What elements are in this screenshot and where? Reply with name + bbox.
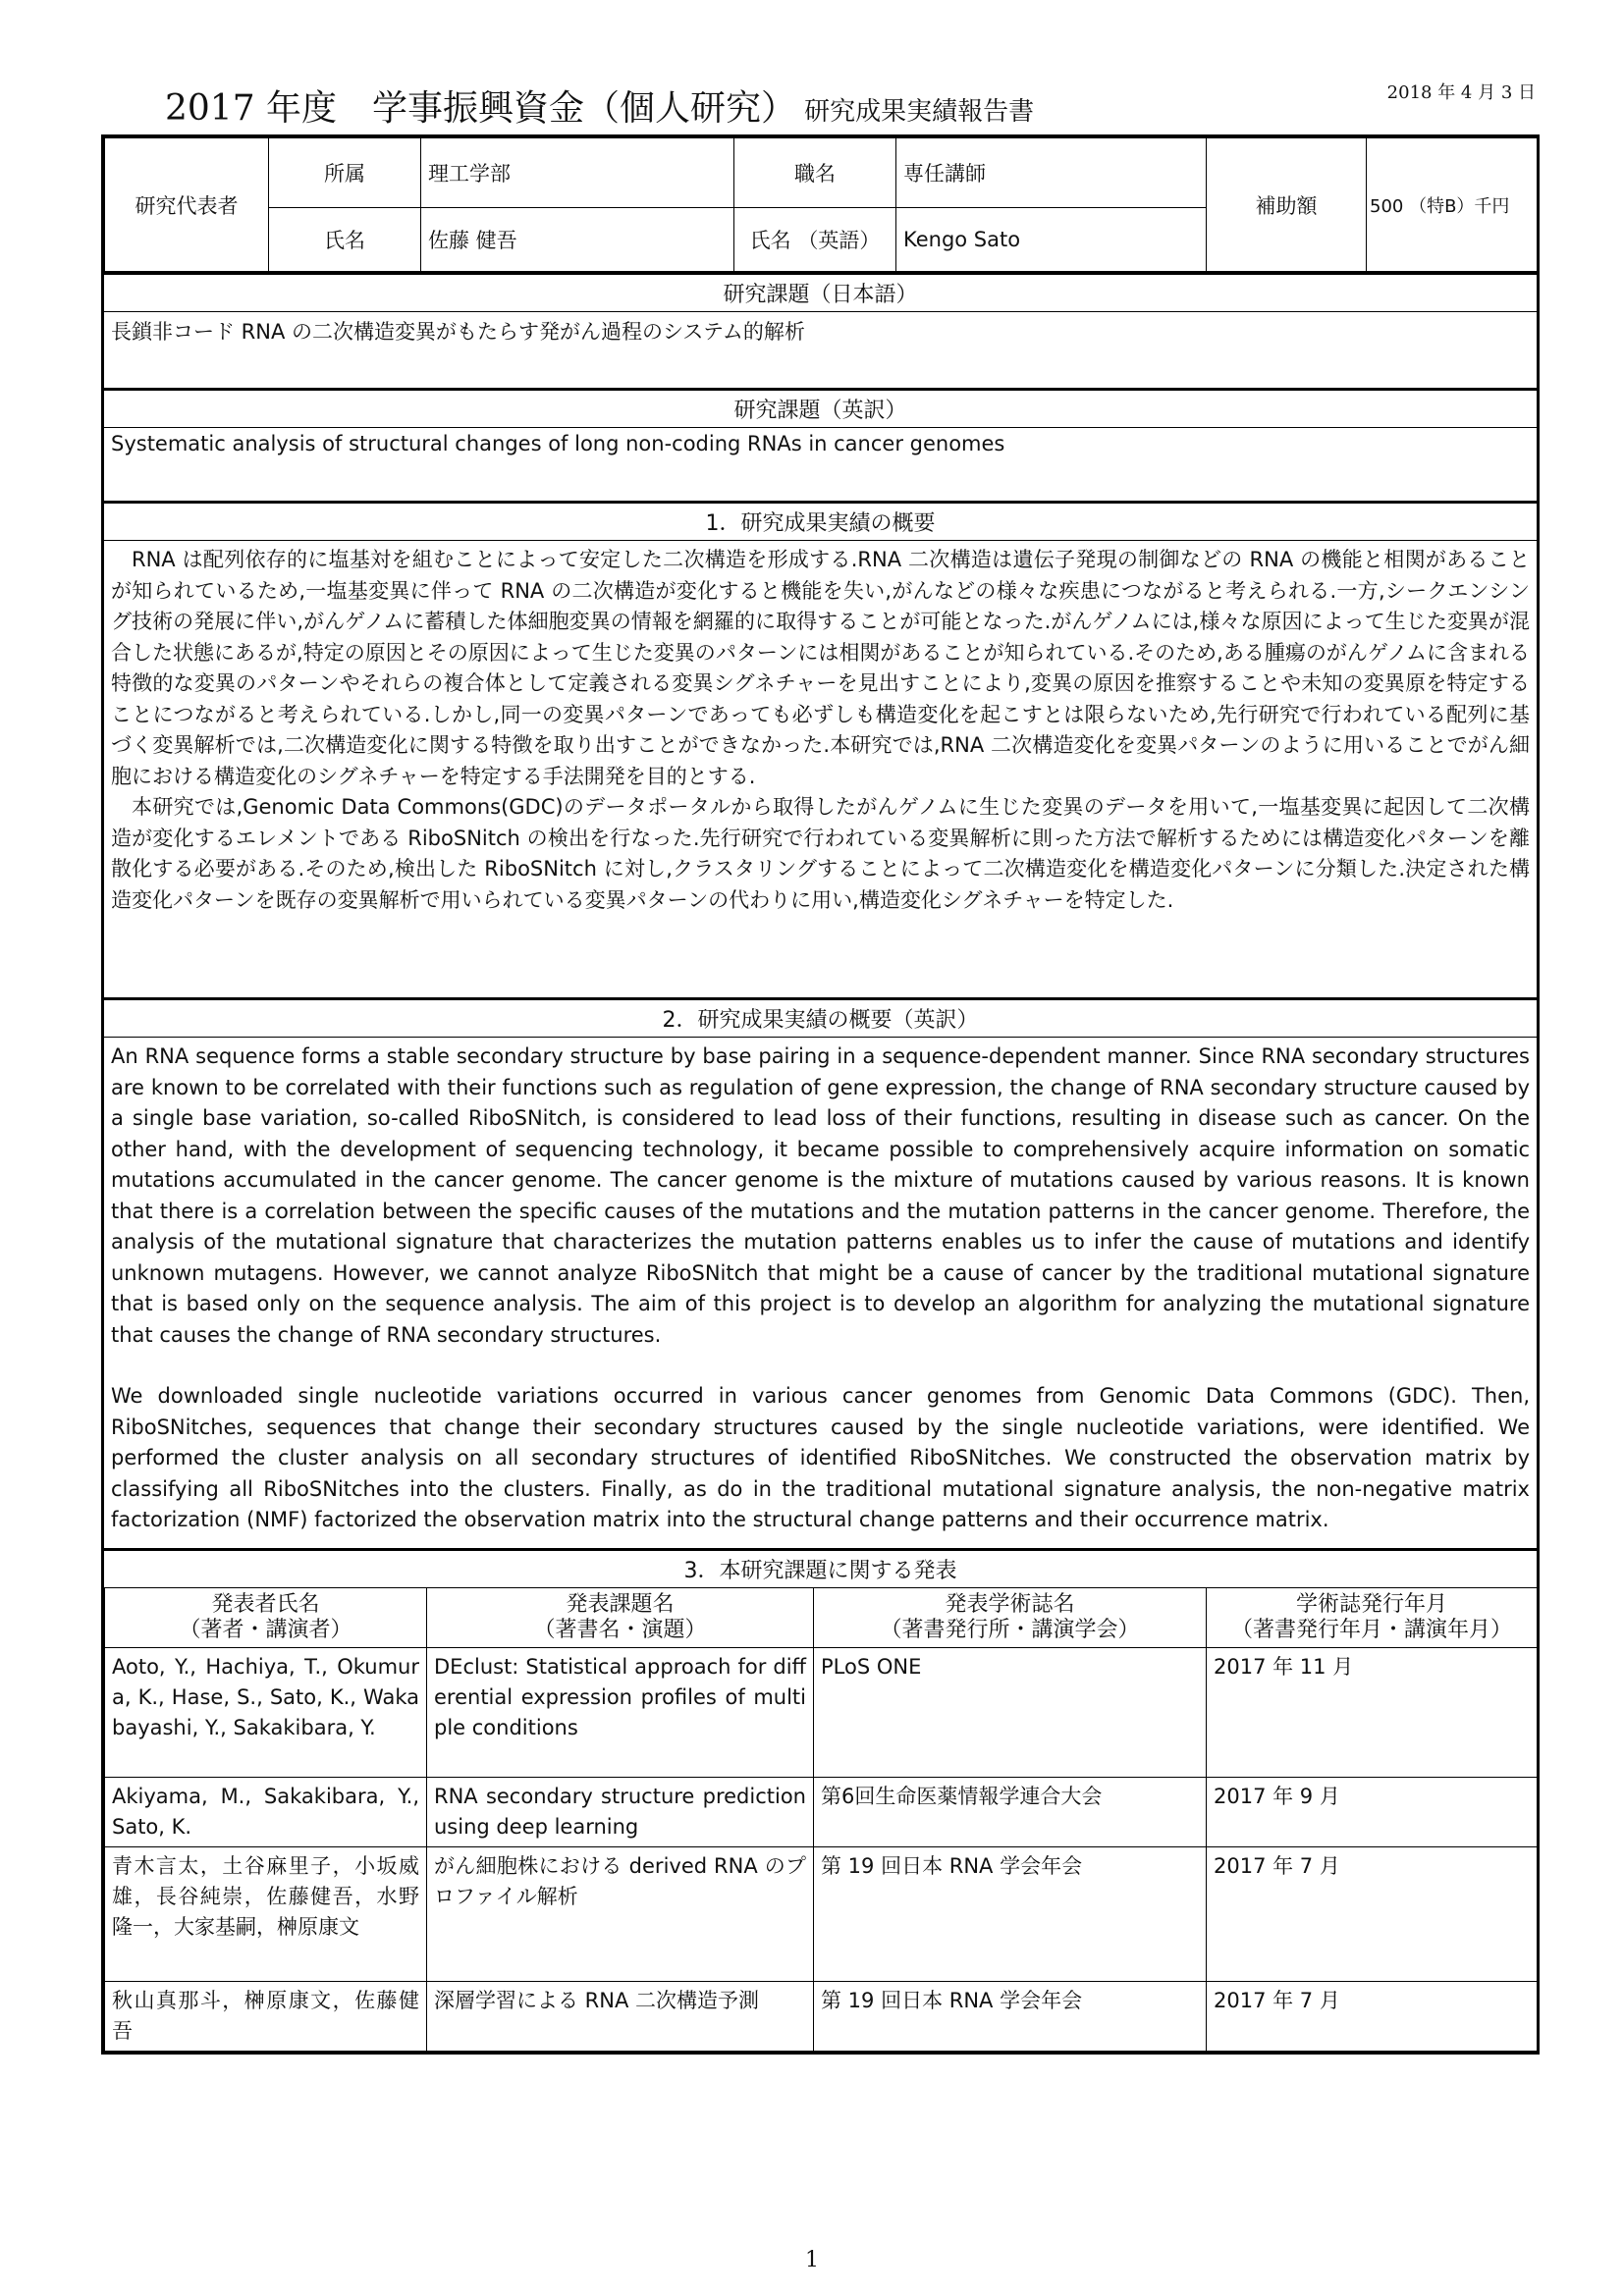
topic-jp-section bbox=[104, 272, 1537, 388]
grant-label: 補助額 bbox=[1207, 138, 1367, 272]
report-frame bbox=[101, 134, 1540, 2055]
rep-label: 研究代表者 bbox=[105, 138, 269, 272]
publications-table bbox=[104, 1587, 1538, 2052]
position-value: 専任講師 bbox=[896, 138, 1207, 208]
table-row bbox=[105, 1982, 1538, 2052]
summary-en-paragraph: We downloaded single nucleotide variations occurred in various cancer genomes from Genomic Data Commons (GDC). Then, RiboSNitches, sequences that change their secondary structures caused by the single nucleotide variations, were identified. We performed the cluster analysis on all secondary structures of identified RiboSNitches. We constructed the observation matrix by classifying all RiboSNitches into the clusters. Finally, as do in the traditional mutational signature analysis, the non-negative matrix factorization (NMF) factorized the observation matrix into the structural change patterns and their occurrence matrix. bbox=[111, 1384, 1530, 1531]
topic-en-section bbox=[104, 388, 1537, 501]
pub-date: 2017 年 7 月 bbox=[1207, 1982, 1538, 2052]
report-date: 2018 年 4 月 3 日 bbox=[1386, 82, 1536, 103]
report-title-main: 2017 年度 学事振興資金（個人研究） bbox=[165, 88, 797, 129]
topic-jp-text: 長鎖非コード RNA の二次構造変異がもたらす発がん過程のシステム的解析 bbox=[111, 320, 805, 344]
summary-en-body bbox=[104, 1038, 1537, 1548]
summary-en-paragraph: An RNA sequence forms a stable secondary structure by base pairing in a sequence-dependent manner. Since RNA secondary structures are known to be correlated with their functions such as regulation of gene expression, the change of RNA secondary structure caused by a single base variation, so-called RiboSNitch, is considered to lead loss of their functions, resulting in disease such as cancer. On the other hand, with the development of sequencing technology, it became possible to comprehensively acquire information on somatic mutations accumulated in the cancer genome. The cancer genome is the mixture of mutations caused by various reasons. It is known that there is a correlation between the specific causes of the mutations and the mutation patterns in the cancer genome. Therefore, the analysis of the mutational signature that characterizes the mutation patterns enables us to infer the cause of mutations and identify unknown mutagens. However, we cannot analyze RiboSNitch that might be a cause of cancer by the traditional mutational signature that is based only on the sequence analysis. The aim of this project is to develop an algorithm for analyzing the mutational signature that causes the change of RNA secondary structures. bbox=[111, 1044, 1530, 1347]
info-table bbox=[104, 137, 1538, 272]
pub-venue: 第 19 回日本 RNA 学会年会 bbox=[814, 1847, 1207, 1982]
pub-col-title: 発表課題名 （著書名・演題） bbox=[427, 1588, 814, 1648]
pub-venue: 第 19 回日本 RNA 学会年会 bbox=[814, 1982, 1207, 2052]
position-label: 職名 bbox=[734, 138, 896, 208]
topic-jp-heading: 研究課題（日本語） bbox=[104, 275, 1537, 312]
summary-jp-body bbox=[104, 541, 1537, 997]
affiliation-label: 所属 bbox=[269, 138, 421, 208]
table-row bbox=[105, 1778, 1538, 1847]
affiliation-value: 理工学部 bbox=[421, 138, 734, 208]
name-value: 佐藤 健吾 bbox=[421, 208, 734, 272]
topic-en-heading: 研究課題（英訳） bbox=[104, 391, 1537, 428]
summary-jp-section bbox=[104, 501, 1537, 997]
pub-title: DEclust: Statistical approach for differential expression profiles of multiple conditions bbox=[427, 1648, 814, 1778]
pub-date: 2017 年 7 月 bbox=[1207, 1847, 1538, 1982]
pub-col-venue: 発表学術誌名 （著書発行所・講演学会） bbox=[814, 1588, 1207, 1648]
summary-jp-paragraph: 本研究では,Genomic Data Commons(GDC)のデータポータルから取得したがんゲノムに生じた変異のデータを用いて,一塩基変異に起因して二次構造が変化するエレメントである RiboSNitch の検出を行なった.先行研究で行われている変異解析に則った方法で解析するためには構造変化パターンを離散化する必要がある.そのため,検出した RiboSNitch に対し,クラスタリングすることによって二次構造変化を構造変化パターンに分類した.決定された構造変化パターンを既存の変異解析で用いられている変異パターンの代わりに用い,構造変化シグネチャーを特定した. bbox=[111, 795, 1530, 912]
pub-venue: PLoS ONE bbox=[814, 1648, 1207, 1778]
pub-authors: 秋山真那斗，榊原康文，佐藤健吾 bbox=[105, 1982, 427, 2052]
topic-en-text: Systematic analysis of structural changes of long non-coding RNAs in cancer genomes bbox=[111, 432, 1005, 455]
pub-authors: Akiyama, M., Sakakibara, Y., Sato, K. bbox=[105, 1778, 427, 1847]
report-title-sub: 研究成果実績報告書 bbox=[804, 97, 1035, 127]
pub-authors: Aoto, Y., Hachiya, T., Okumura, K., Hase, S., Sato, K., Wakabayashi, Y., Sakakibara, Y. bbox=[105, 1648, 427, 1778]
pub-col-authors: 発表者氏名 （著者・講演者） bbox=[105, 1588, 427, 1648]
pub-title: RNA secondary structure prediction using deep learning bbox=[427, 1778, 814, 1847]
report-title bbox=[165, 80, 1034, 131]
pub-col-date: 学術誌発行年月 （著書発行年月・講演年月） bbox=[1207, 1588, 1538, 1648]
pub-venue: 第6回生命医薬情報学連合大会 bbox=[814, 1778, 1207, 1847]
pub-date: 2017 年 9 月 bbox=[1207, 1778, 1538, 1847]
name-label: 氏名 bbox=[269, 208, 421, 272]
summary-en-heading: 2．研究成果実績の概要（英訳） bbox=[104, 1000, 1537, 1038]
page-number: 1 bbox=[805, 2248, 819, 2272]
pub-title: 深層学習による RNA 二次構造予測 bbox=[427, 1982, 814, 2052]
summary-jp-heading: 1．研究成果実績の概要 bbox=[104, 504, 1537, 541]
pub-title: がん細胞株における derived RNA のプロファイル解析 bbox=[427, 1847, 814, 1982]
table-row bbox=[105, 1847, 1538, 1982]
summary-en-section bbox=[104, 997, 1537, 1548]
grant-value: 500 （特B）千円 bbox=[1367, 138, 1538, 272]
publications-heading: 3．本研究課題に関する発表 bbox=[683, 1559, 957, 1583]
publications-section bbox=[104, 1548, 1537, 2052]
pub-authors: 青木言太，土谷麻里子，小坂威雄，長谷純崇，佐藤健吾，水野隆一，大家基嗣，榊原康文 bbox=[105, 1847, 427, 1982]
name-en-label: 氏名 （英語） bbox=[734, 208, 896, 272]
table-row bbox=[105, 1648, 1538, 1778]
name-en-value: Kengo Sato bbox=[896, 208, 1207, 272]
summary-jp-paragraph: RNA は配列依存的に塩基対を組むことによって安定した二次構造を形成する.RNA 二次構造は遺伝子発現の制御などの RNA の機能と相関があることが知られているため,一塩基変異に伴って RNA の二次構造が変化すると機能を失い,がんなどの様々な疾患につながると考えられる.一方,シークエンシング技術の発展に伴い,がんゲノムに蓄積した体細胞変異の情報を網羅的に取得することが可能となった.がんゲノムには,様々な原因によって生じた変異が混合した状態にあるが,特定の原因とその原因によって生じた変異のパターンには相関があることが知られている.そのため,ある腫瘍のがんゲノムに含まれる特徴的な変異のパターンやそれらの複合体として定義される変異シグネチャーを見出すことにより,変異の原因を推察することや未知の変異原を特定することにつながると考えられている.しかし,同一の変異パターンであっても必ずしも構造変化を起こすとは限らないため,先行研究で行われている配列に基づく変異解析では,二次構造変化に関する特徴を取り出すことができなかった.本研究では,RNA 二次構造変化を変異パターンのように用いることでがん細胞における構造変化のシグネチャーを特定する手法開発を目的とする. bbox=[111, 548, 1530, 788]
pub-date: 2017 年 11 月 bbox=[1207, 1648, 1538, 1778]
